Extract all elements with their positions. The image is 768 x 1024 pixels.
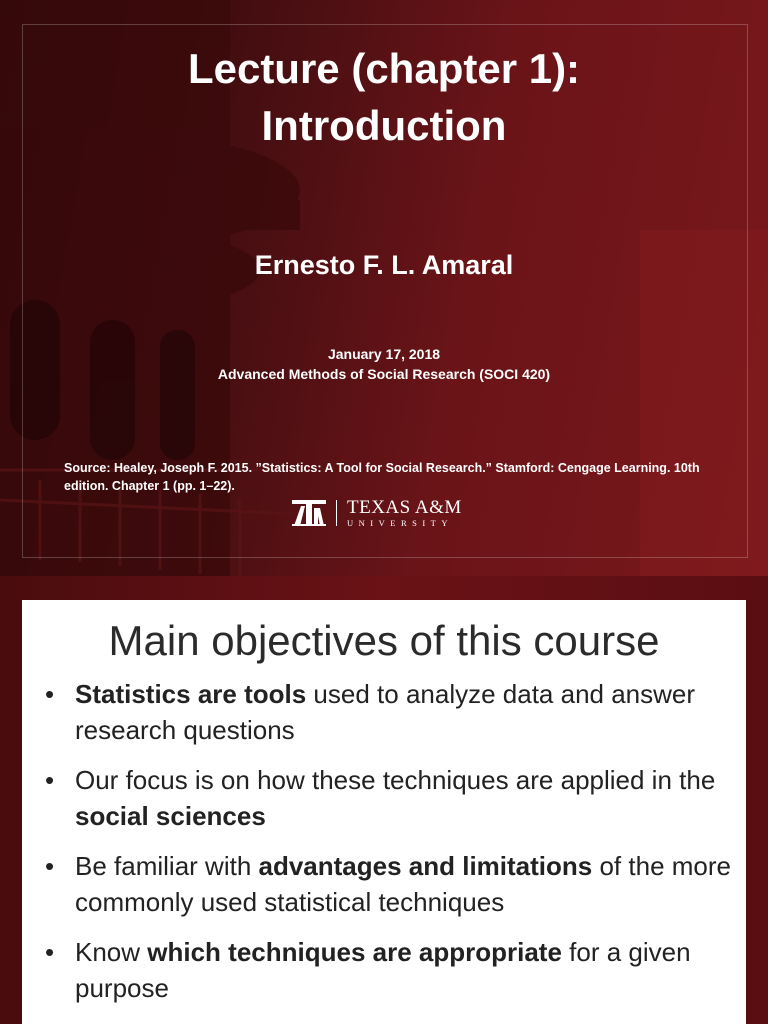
logo-wordmark xyxy=(347,498,462,528)
logo-subname: UNIVERSITY xyxy=(347,518,453,528)
list-item xyxy=(45,848,735,920)
university-logo xyxy=(290,498,462,528)
title-line-1: Lecture (chapter 1): xyxy=(187,45,581,92)
content-panel xyxy=(22,600,746,1024)
source-citation: Source: Healey, Joseph F. 2015. ”Statistics: A Tool for Social Research.” Stamford: Cengage Learning. 10th edition. Chapter 1 (pp. 1–22). xyxy=(64,461,700,493)
logo-separator xyxy=(336,500,337,526)
bullet-text: Be familiar with xyxy=(75,851,259,881)
bullet-bold: Statistics are tools xyxy=(75,679,307,709)
bullet-icon: • xyxy=(45,679,55,709)
bullet-icon: • xyxy=(45,765,55,795)
bullet-bold: social sciences xyxy=(75,801,266,831)
objectives-title: Main objectives of this course xyxy=(108,617,660,664)
list-item xyxy=(45,934,735,1006)
bullet-icon: • xyxy=(45,937,55,967)
bullet-text: for a given purpose xyxy=(75,937,691,1003)
course-name: Advanced Methods of Social Research (SOCI 420) xyxy=(217,366,551,382)
bullet-icon: • xyxy=(45,851,55,881)
objectives-slide xyxy=(0,576,768,1024)
bullet-text: used to analyze data and answer research questions xyxy=(75,679,696,745)
bullet-text: Our focus is on how these techniques are applied in the xyxy=(75,765,716,795)
list-item xyxy=(45,676,735,748)
bullet-bold: advantages and limitations xyxy=(258,851,593,881)
lecture-date: January 17, 2018 xyxy=(327,346,441,362)
atm-logo-icon xyxy=(290,498,328,528)
bullet-bold: which techniques are appropriate xyxy=(147,937,562,967)
author-name: Ernesto F. L. Amaral xyxy=(254,250,514,280)
slide-title xyxy=(0,40,768,154)
bullet-text: Know xyxy=(75,937,148,967)
lecture-meta xyxy=(0,344,768,384)
bullet-text: of the more commonly used statistical techniques xyxy=(75,851,731,917)
list-item xyxy=(45,762,735,834)
title-line-2: Introduction xyxy=(261,102,507,149)
objectives-list xyxy=(45,676,735,1020)
logo-name: TEXAS A&M xyxy=(347,497,462,518)
